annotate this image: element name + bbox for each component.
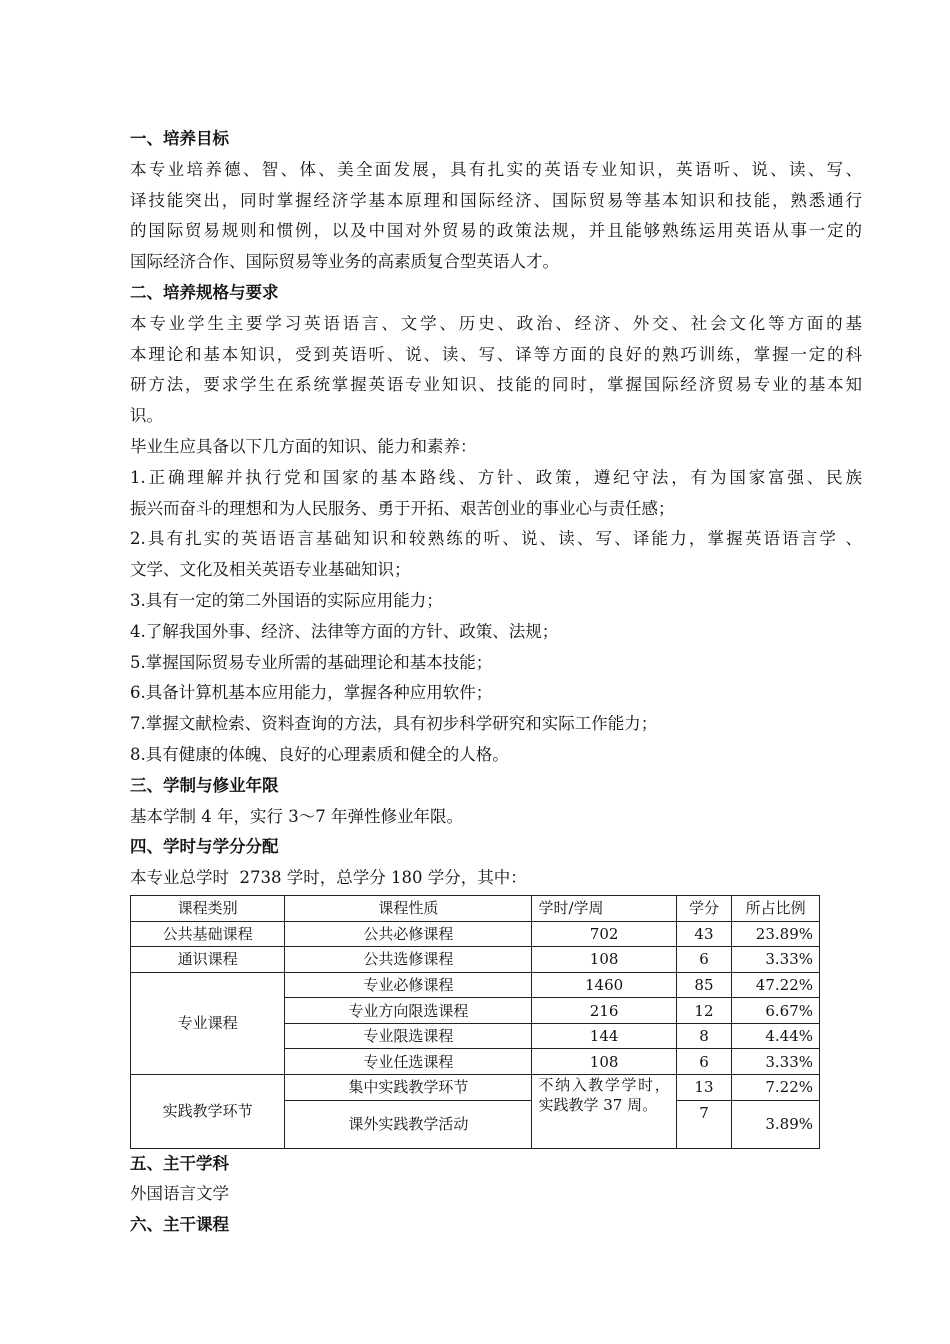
section-2-title: 二、培养规格与要求: [130, 282, 279, 302]
table-cell: 课外实践教学活动: [285, 1100, 532, 1148]
table-cell: 85: [676, 972, 731, 998]
table-cell: 公共必修课程: [285, 921, 532, 947]
table-cell: 4.44%: [732, 1023, 820, 1049]
section-3-title: 三、学制与修业年限: [130, 775, 279, 795]
section-1-paragraph: [130, 155, 862, 278]
requirement-7: 7.掌握文献检索、资料查询的方法，具有初步科学研究和实际工作能力；: [130, 714, 658, 734]
table-cell: 13: [676, 1075, 731, 1101]
credit-table: [130, 895, 820, 1149]
text-line: 识。: [130, 406, 163, 426]
table-cell: 专业方向限选课程: [285, 998, 532, 1024]
table-cell: 8: [676, 1023, 731, 1049]
text-line: 研方法，要求学生在系统掌握英语专业知识、技能的同时，掌握国际经济贸易专业的基本知: [130, 375, 862, 395]
table-cell: 23.89%: [732, 921, 820, 947]
table-cell: 6.67%: [732, 998, 820, 1024]
text-line: 的国际贸易规则和惯例，以及中国对外贸易的政策法规，并且能够熟练运用英语从事一定的: [130, 221, 862, 241]
table-cell: 专业课程: [131, 972, 285, 1074]
table-cell: 3.89%: [732, 1100, 820, 1148]
table-cell: 144: [532, 1023, 676, 1049]
requirement-1-line: 1.正确理解并执行党和国家的基本路线、方针、政策，遵纪守法，有为国家富强、民族: [130, 467, 862, 487]
table-row: [131, 921, 820, 947]
requirement-1-line: 振兴而奋斗的理想和为人民服务、勇于开拓、艰苦创业的事业心与责任感；: [130, 498, 675, 518]
table-cell: 7.22%: [732, 1075, 820, 1101]
table-cell: 3.33%: [732, 1049, 820, 1075]
table-cell: 通识课程: [131, 947, 285, 973]
table-cell: 7: [676, 1100, 731, 1148]
table-header: 所占比例: [732, 895, 820, 921]
section-6-title: 六、主干课程: [130, 1215, 229, 1235]
section-2-paragraph: [130, 309, 862, 432]
table-row: [131, 972, 820, 998]
table-cell: 专业限选课程: [285, 1023, 532, 1049]
requirement-5: 5.掌握国际贸易专业所需的基础理论和基本技能；: [130, 652, 493, 672]
requirement-2-line: 文学、文化及相关英语专业基础知识；: [130, 560, 411, 580]
table-header-row: [131, 895, 820, 921]
table-cell: 专业任选课程: [285, 1049, 532, 1075]
requirement-4: 4.了解我国外事、经济、法律等方面的方针、政策、法规；: [130, 621, 559, 641]
practice-note-cell: 不纳入教学学时，实践教学 37 周。: [532, 1075, 676, 1149]
table-row: [131, 1075, 820, 1101]
section-3-text: 基本学制 4 年，实行 3～7 年弹性修业年限。: [130, 806, 463, 826]
table-cell: 108: [532, 1049, 676, 1075]
table-cell: 108: [532, 947, 676, 973]
table-cell: 实践教学环节: [131, 1075, 285, 1149]
table-cell: 3.33%: [732, 947, 820, 973]
table-cell: 12: [676, 998, 731, 1024]
table-header: 学分: [676, 895, 731, 921]
requirement-3: 3.具有一定的第二外国语的实际应用能力；: [130, 590, 443, 610]
requirement-2-line: 2.具有扎实的英语语言基础知识和较熟练的听、说、读、写、译能力，掌握英语语言学 、: [130, 529, 862, 549]
table-cell: 6: [676, 1049, 731, 1075]
section-4-text: 本专业总学时 2738 学时，总学分 180 学分，其中：: [130, 868, 527, 888]
table-header: 课程性质: [285, 895, 532, 921]
section-5-text: 外国语言文学: [130, 1184, 229, 1204]
table-cell: 1460: [532, 972, 676, 998]
table-cell: 公共基础课程: [131, 921, 285, 947]
table-row: [131, 947, 820, 973]
text-line: 译技能突出，同时掌握经济学基本原理和国际经济、国际贸易等基本知识和技能，熟悉通行: [130, 190, 862, 210]
table-cell: 43: [676, 921, 731, 947]
text-line: 国际经济合作、国际贸易等业务的高素质复合型英语人才。: [130, 252, 559, 272]
table-header: 学时/学周: [532, 895, 676, 921]
table-cell: 702: [532, 921, 676, 947]
section-5-title: 五、主干学科: [130, 1153, 229, 1173]
document-page: [130, 124, 862, 1241]
requirement-8: 8.具有健康的体魄、良好的心理素质和健全的人格。: [130, 744, 509, 764]
section-1-title: 一、培养目标: [130, 129, 229, 148]
table-cell: 集中实践教学环节: [285, 1075, 532, 1101]
table-cell: 公共选修课程: [285, 947, 532, 973]
table-cell: 47.22%: [732, 972, 820, 998]
table-cell: 6: [676, 947, 731, 973]
requirements-intro: 毕业生应具备以下几方面的知识、能力和素养：: [130, 436, 477, 456]
text-line: 本专业学生主要学习英语语言、文学、历史、政治、经济、外交、社会文化等方面的基: [130, 313, 862, 333]
requirement-6: 6.具备计算机基本应用能力，掌握各种应用软件；: [130, 683, 493, 703]
table-cell: 专业必修课程: [285, 972, 532, 998]
table-header: 课程类别: [131, 895, 285, 921]
text-line: 本专业培养德、智、体、美全面发展，具有扎实的英语专业知识，英语听、说、读、写、: [130, 159, 862, 179]
table-cell: 216: [532, 998, 676, 1024]
section-4-title: 四、学时与学分分配: [130, 837, 279, 857]
text-line: 本理论和基本知识，受到英语听、说、读、写、译等方面的良好的熟巧训练，掌握一定的科: [130, 344, 862, 364]
